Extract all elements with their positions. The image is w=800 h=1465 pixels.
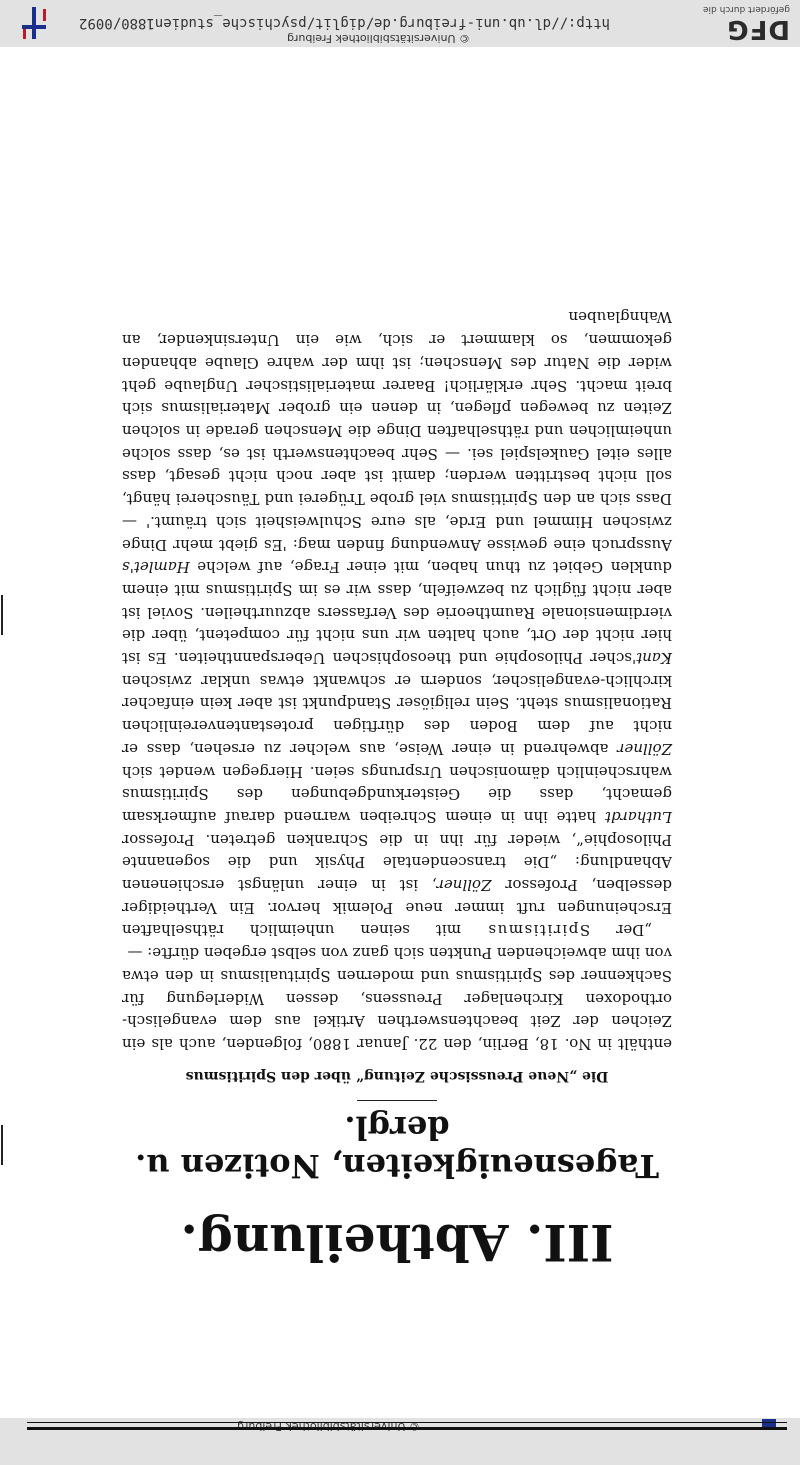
name-hamlet: Hamlet's (122, 558, 190, 577)
paragraph-intro: enthält in No. 18, Berlin, den 22. Januar 1880, folgenden, auch als ein Zeichen der Zeit beachtenswerthen Artikel aus dem evangelisch-orthodoxen Kirchenlager Preussens, dessen Widerlegung für Sachkenner des Spiritismus und modernen Spiritualismus in den etwa von ihm abweichenden Punkten sich ganz von selbst ergeben dürfte: — (122, 944, 672, 1053)
name-zoellner: Zöllner (617, 739, 672, 758)
viewer-top-bar (0, 1418, 800, 1465)
separator-rule (357, 1100, 437, 1101)
scan-edge-mark (1, 1125, 3, 1165)
name-luthardt: Luthardt (604, 807, 672, 826)
viewer-info-bar (0, 0, 800, 47)
top-double-rule (27, 1427, 787, 1430)
text-run: Ausspruch eine gewisse Anwendung finden mag: 'Es giebt mehr Dinge zwischen Himmel und Erde, als eure Schulweisheit sich träumt.' — Dass sich an den Spiritismus viel grobe Trügerei und Täuscherei hängt, soll nicht bestritten werden; damit ist aber noch nicht gesagt, dass alles eitel Gaukelspiel sei. — Sehr beachtenswerth ist es, dass solche unheimlichen und räthselhaften Dinge die Menschen gerade in solchen Zeiten zu bewegen pflegen, in denen ein grober Materialismus sich breit macht. Sehr erklärlich! Baarer materialistischer Unglaube geht wider die Natur des Menschen; ist ihm der wahre Glaube abhanden gekommen, so klammert er sich, wie ein Untersinkender, an Wahnglauben (122, 308, 672, 554)
text-run: „Der (590, 921, 652, 940)
text-run: mit seinen unheimlich räthselhaften Erscheinungen ruft immer neue Polemik hervor. Ein Vertheidiger desselben, Professor (121, 876, 672, 940)
text-run: hatte ihn in einem Schreiben warnend darauf aufmerksam gemacht, dass die Geisterkundgebungen des Spiritismus wahrscheinlich dämonischen Ursprungs seien. Hiergegen wendet sich (122, 762, 672, 826)
dfg-logo (702, 4, 792, 44)
name-zoellner: Zöllner (436, 876, 492, 895)
logo-fragment-icon (762, 1419, 776, 1427)
article-heading: Die „Neue Preussische Zeitung“ über den Spiritismus (185, 1068, 609, 1084)
text-run: 'scher Philosophie und theosophischen Ueberspanntheiten. Es ist hier nicht der Ort, auch halten wir uns nicht für competent, über die vierdimensionale Raumtheorie des Verfassers abzuurtheilen. Soviel ist aber nicht füglich zu bezweifeln, dass wir es im Spiritismus mit einem dunklen Gebiet zu thun haben, mit einer Frage, auf welche (122, 558, 672, 668)
paragraph-quote (122, 306, 672, 942)
section-subtitle: Tagesneuigkeiten, Notizen u. dergl. (135, 1109, 659, 1185)
text-run: , ist in einer unlängst erschienenen Abhandlung: „Die transcendentale Physik und die sogenannte Philosophie“, wieder für ihn in die Schranken getreten. Professor (122, 830, 672, 895)
scan-edge-mark (1, 595, 3, 635)
section-title: III. Abtheilung. (180, 1213, 614, 1272)
source-url[interactable]: http://dl.ub.uni-freiburg.de/diglit/psychische_studien1880/0092 (78, 15, 610, 31)
article-body (122, 306, 672, 1055)
name-kant: Kant (636, 649, 672, 668)
dfg-sponsor-text: gefördert durch die (703, 4, 790, 14)
top-thin-rule (27, 1422, 787, 1423)
dfg-badge-text: DFG (726, 14, 790, 44)
spaced-term: Spiritismus (486, 921, 591, 940)
library-credit: © Universitätsbibliothek Freiburg (287, 32, 470, 45)
text-run: abwehrend in einer Weise, aus welcher zu ersehen, dass er nicht auf dem Boden des dürftigen protestantenvereinlichen Rationalismus steht. Sein religiöser Standpunkt ist aber kein einfacher kirchlich-evangelischer, sondern er schwankt etwas unklar zwischen (122, 671, 672, 758)
university-logo-icon (16, 5, 52, 41)
